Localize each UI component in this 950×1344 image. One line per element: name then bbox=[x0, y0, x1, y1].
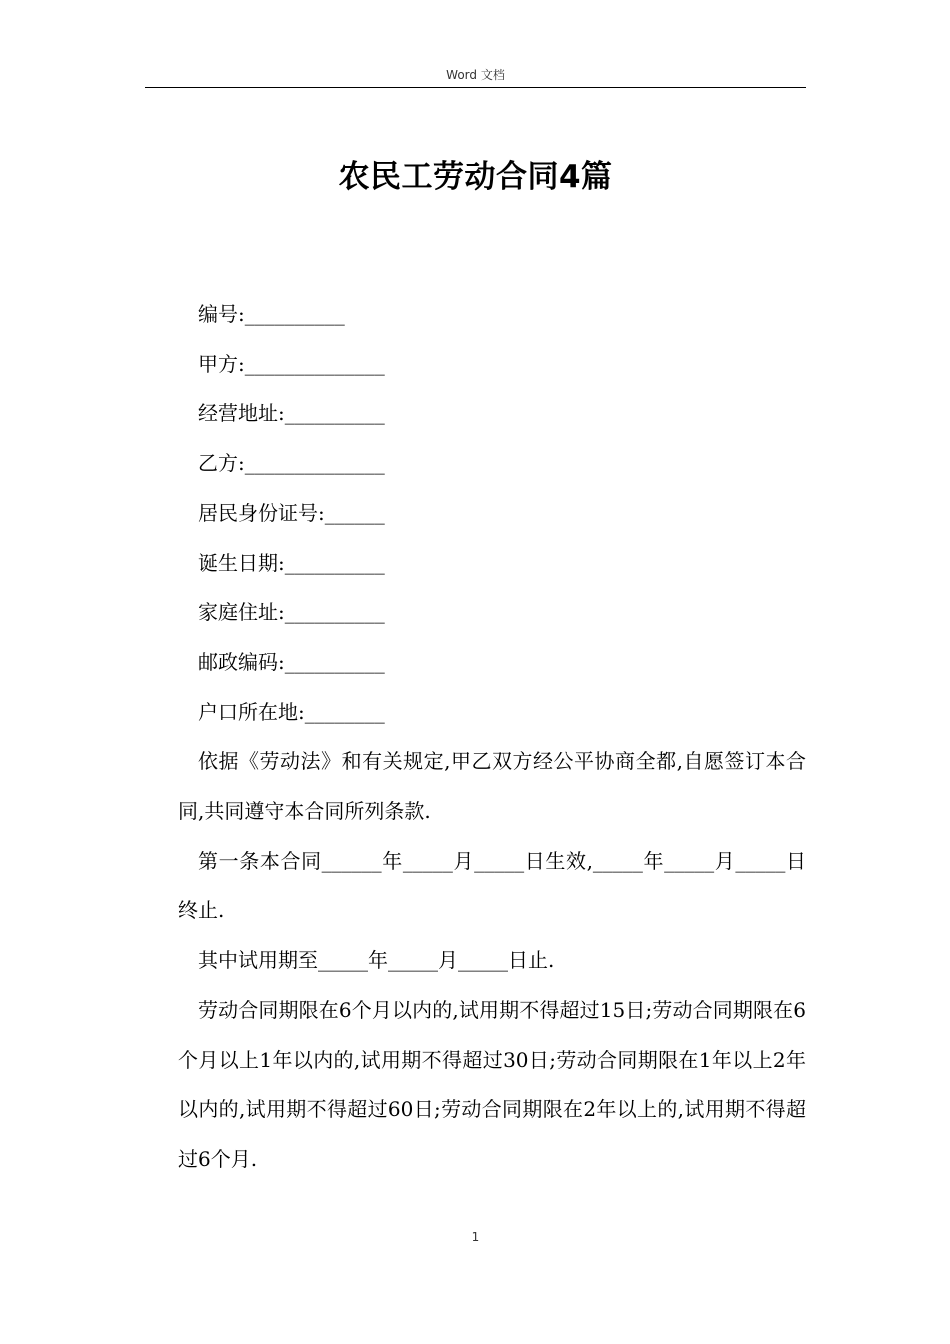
header-rule bbox=[145, 87, 806, 88]
field-party-b: 乙方:______________ bbox=[198, 451, 385, 476]
field-contract-number: 编号:__________ bbox=[198, 302, 345, 326]
paragraph-probation-period: 其中试用期至_____年_____月_____日止. bbox=[198, 948, 555, 973]
field-household-registration: 户口所在地:________ bbox=[198, 699, 385, 724]
field-home-address: 家庭住址:__________ bbox=[198, 600, 385, 625]
field-business-address: 经营地址:__________ bbox=[198, 401, 385, 426]
page-number: 1 bbox=[471, 1230, 480, 1244]
paragraph-article-one: 第一条本合同______年_____月_____日生效,_____年_____月_____日终止. bbox=[178, 848, 806, 923]
field-birth-date: 诞生日期:__________ bbox=[198, 550, 385, 575]
field-postal-code: 邮政编码:__________ bbox=[198, 649, 385, 674]
paragraph-probation-limits: 劳动合同期限在6个月以内的,试用期不得超过15日;劳动合同期限在6个月以上1年以内的,试用期不得超过30日;劳动合同期限在1年以上2年以内的,试用期不得超过60日;劳动合同期限在2年以上的,试用期不得超过6个月. bbox=[178, 997, 806, 1171]
paragraph-agreement-basis: 依据《劳动法》和有关规定,甲乙双方经公平协商全都,自愿签订本合同,共同遵守本合同所列条款. bbox=[178, 749, 806, 824]
document-body bbox=[178, 290, 806, 1185]
document-title: 农民工劳动合同4篇 bbox=[338, 159, 613, 195]
page-header-label: Word 文档 bbox=[446, 68, 505, 82]
field-party-a: 甲方:______________ bbox=[198, 351, 385, 376]
field-id-number: 居民身份证号:______ bbox=[198, 500, 385, 525]
